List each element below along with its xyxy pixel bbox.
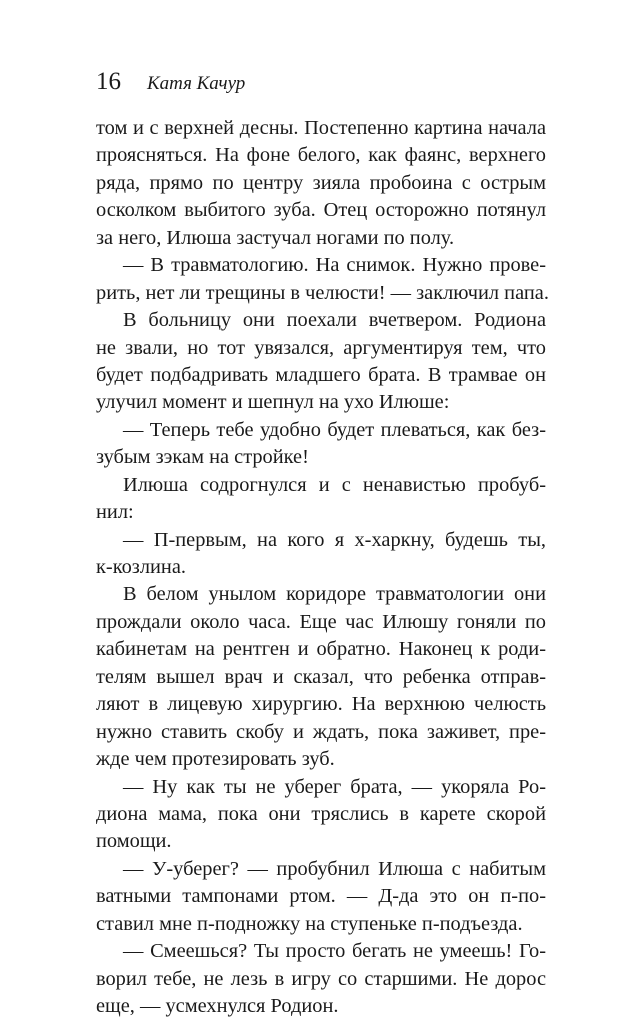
text-line: ворил тебе, не лезь в игру со старшими. Не дорос bbox=[96, 967, 546, 990]
text-line: проясняться. На фоне белого, как фаянс, верхнего bbox=[96, 144, 546, 167]
text-line: В белом унылом коридоре травматологии они bbox=[123, 583, 546, 606]
text-line: прождали около часа. Еще час Илюшу гоняли по bbox=[96, 610, 546, 633]
text-line: осколком выбитого зуба. Отец осторожно потянул bbox=[96, 199, 546, 222]
text-line: ватными тампонами ртом. — Д-да это он п-по- bbox=[96, 885, 546, 908]
running-header bbox=[96, 64, 245, 100]
text-line: — Теперь тебе удобно будет плеваться, как без- bbox=[123, 418, 546, 441]
text-line: ляют в лицевую хирургию. На верхнюю челюсть bbox=[96, 693, 546, 716]
text-line: В больницу они поехали вчетвером. Родиона bbox=[123, 309, 546, 332]
text-line: — Ну как ты не уберег брата, — укоряла Ро- bbox=[123, 775, 546, 798]
text-line: нужно ставить скобу и ждать, пока заживет, пре- bbox=[96, 720, 546, 743]
text-line: не звали, но тот увязался, аргументируя тем, что bbox=[96, 336, 546, 359]
text-line: Илюша содрогнулся и с ненавистью пробуб- bbox=[123, 473, 546, 496]
text-line: за него, Илюша застучал ногами по полу. bbox=[96, 226, 455, 249]
text-line: зубым зэкам на стройке! bbox=[96, 446, 309, 469]
text-line: еще, — усмехнулся Родион. bbox=[96, 995, 339, 1017]
text-line: кабинетам на рентген и обратно. Наконец к роди- bbox=[96, 638, 546, 661]
text-line: ставил мне п-подножку на ступеньке п-подъезда. bbox=[96, 912, 523, 935]
text-line: — Смеешься? Ты просто бегать не умеешь! Го- bbox=[123, 940, 546, 963]
text-line: будет подбадривать младшего брата. В трамвае он bbox=[96, 363, 546, 386]
page-number: 16 bbox=[96, 68, 121, 95]
text-line: телям вышел врач и сказал, что ребенка отправ- bbox=[96, 665, 546, 688]
body-text bbox=[96, 115, 549, 1020]
text-line: — У-уберег? — пробубнил Илюша с набитым bbox=[123, 857, 546, 880]
text-line: помощи. bbox=[96, 830, 172, 853]
text-line: к-козлина. bbox=[96, 556, 186, 578]
text-line: нил: bbox=[96, 501, 134, 524]
text-line: улучил момент и шепнул на ухо Илюше: bbox=[96, 391, 450, 414]
text-line: рить, нет ли трещины в челюсти! — заключил папа. bbox=[96, 281, 549, 304]
text-line: диона мама, пока они тряслись в карете скорой bbox=[96, 802, 546, 825]
text-line: — В травматологию. На снимок. Нужно прове- bbox=[123, 254, 546, 277]
text-line: том и с верхней десны. Постепенно картина начала bbox=[96, 117, 546, 139]
text-line: жде чем протезировать зуб. bbox=[96, 748, 335, 771]
text-line: — П-первым, на кого я х-харкну, будешь ты, bbox=[123, 528, 546, 551]
author-running-head: Катя Качур bbox=[147, 73, 246, 94]
text-line: ряда, прямо по центру зияла пробоина с острым bbox=[96, 171, 546, 194]
